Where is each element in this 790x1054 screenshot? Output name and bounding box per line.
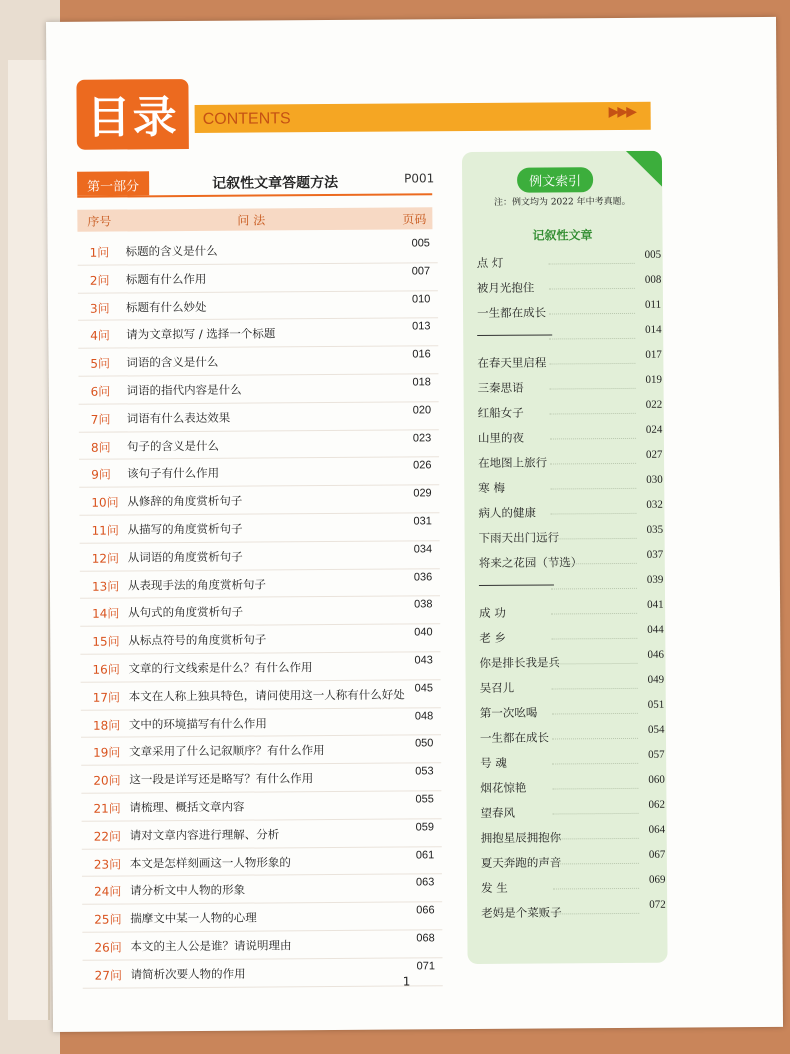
list-item [480, 799, 666, 825]
section-page: P001 [404, 171, 435, 186]
page-title: 目录 [76, 79, 188, 150]
list-item [82, 902, 442, 932]
list-item [80, 624, 440, 654]
list-item [81, 763, 441, 793]
blank-line [477, 334, 552, 336]
dot-leader [552, 738, 638, 740]
list-item [78, 346, 438, 376]
article-title: 三秦思语 [477, 380, 524, 395]
article-page: 030 [646, 473, 663, 486]
list-item [81, 708, 441, 738]
question-text: 标题有什么作用 [125, 271, 207, 287]
list-item [78, 263, 438, 293]
question-page: 068 [416, 932, 435, 945]
question-page: 048 [414, 709, 434, 722]
book-page [46, 17, 783, 1032]
article-title: 一生都在成长 [479, 730, 550, 745]
dot-leader [551, 563, 637, 565]
list-item [480, 674, 666, 700]
list-item [79, 430, 439, 460]
arrow-icon: ▶▶▶ [608, 103, 636, 121]
question-number: 7问 [90, 412, 111, 427]
dot-leader [550, 388, 636, 390]
page-subtitle: CONTENTS [202, 110, 291, 128]
dot-leader [553, 888, 639, 890]
dot-leader [549, 288, 635, 290]
question-text: 从修辞的角度赏析句子 [127, 493, 243, 509]
article-page: 027 [645, 448, 663, 461]
list-item [81, 680, 441, 710]
article-title: 点 灯 [476, 255, 504, 270]
article-page: 035 [646, 523, 664, 536]
question-page: 050 [415, 737, 434, 750]
list-item [79, 513, 439, 543]
dot-leader [550, 413, 636, 415]
article-title: 在春天里启程 [477, 355, 547, 370]
article-page: 014 [645, 323, 662, 336]
list-item [480, 724, 666, 750]
list-item [479, 524, 665, 550]
dot-leader [549, 338, 635, 340]
article-title: 红船女子 [477, 405, 524, 420]
list-item [80, 541, 440, 571]
question-number: 19问 [93, 745, 121, 761]
list-item [478, 449, 664, 475]
list-item [481, 849, 667, 875]
article-page: 057 [648, 748, 665, 761]
question-text: 请梳理、概括文章内容 [129, 799, 245, 815]
panel-subtitle: 记叙性文章 [532, 228, 593, 243]
article-title: 下雨天出门远行 [478, 530, 560, 545]
question-page: 031 [413, 515, 432, 528]
article-page: 037 [646, 548, 664, 561]
question-page: 040 [414, 626, 433, 639]
dot-leader [552, 688, 638, 690]
article-page: 049 [647, 673, 665, 686]
dot-leader [553, 863, 639, 865]
panel-note: 注：例文均为 2022 年中考真题。 [493, 196, 631, 208]
dot-leader [550, 488, 636, 490]
question-text: 请简析次要人物的作用 [130, 966, 246, 982]
question-text: 标题的含义是什么 [125, 243, 218, 259]
question-page: 038 [414, 598, 433, 611]
question-list [78, 235, 443, 988]
list-item [479, 574, 665, 600]
question-page: 061 [415, 848, 435, 861]
article-page: 019 [645, 373, 663, 386]
list-item [82, 819, 442, 849]
question-page: 007 [411, 265, 431, 278]
list-item [477, 349, 663, 375]
article-page: 060 [648, 773, 665, 786]
question-page: 018 [412, 376, 431, 389]
list-item [78, 235, 438, 265]
question-number: 20问 [93, 773, 121, 788]
article-title: 老妈是个菜贩子 [481, 905, 562, 920]
question-page: 059 [415, 821, 435, 834]
question-text: 揣摩文中某一人物的心理 [130, 910, 257, 926]
list-item [481, 874, 667, 900]
article-page: 062 [648, 798, 666, 811]
panel-corner [626, 151, 662, 187]
dot-leader [549, 313, 635, 315]
section-title: 记叙性文章答题方法 [212, 174, 339, 192]
list-item [480, 749, 666, 775]
dot-leader [549, 263, 635, 265]
list-item [479, 649, 665, 675]
question-number: 11问 [91, 523, 119, 538]
article-title: 成 功 [479, 605, 506, 620]
contents-header [76, 79, 636, 150]
article-title: 发 生 [481, 880, 508, 895]
question-number: 13问 [91, 579, 120, 594]
question-number: 10问 [91, 495, 119, 510]
question-page: 016 [412, 348, 431, 361]
question-text: 从句式的角度赏析句子 [128, 604, 244, 620]
example-index-panel [462, 151, 668, 964]
list-item [81, 791, 441, 821]
question-text: 该句子有什么作用 [127, 466, 220, 481]
question-text: 文章的行文线索是什么？有什么作用 [128, 660, 313, 676]
list-item [478, 399, 664, 425]
article-page: 011 [644, 298, 662, 311]
article-title: 第一次吆喝 [479, 705, 538, 720]
blank-line [479, 584, 554, 586]
question-number: 23问 [93, 857, 122, 872]
article-page: 017 [645, 348, 662, 361]
dot-leader [549, 363, 635, 365]
question-text: 词语的指代内容是什么 [126, 382, 242, 398]
question-number: 26问 [94, 940, 122, 955]
list-item [82, 875, 442, 905]
question-page: 029 [413, 487, 432, 500]
question-page: 026 [413, 459, 432, 472]
question-number: 22问 [93, 829, 122, 844]
list-item [79, 485, 439, 515]
list-item [78, 374, 438, 404]
question-number: 6问 [90, 384, 111, 399]
question-text: 请对文章内容进行理解、分析 [129, 827, 280, 843]
question-page: 013 [412, 320, 431, 333]
list-item [78, 319, 438, 349]
question-text: 这一段是详写还是略写？有什么作用 [129, 771, 314, 787]
question-number: 21问 [93, 801, 121, 816]
article-page: 039 [646, 573, 664, 586]
list-item [78, 291, 438, 321]
question-text: 句子的含义是什么 [126, 438, 220, 454]
list-item [480, 699, 666, 725]
article-page: 044 [647, 623, 664, 636]
article-page: 032 [646, 498, 663, 511]
article-title: 吴召儿 [479, 680, 515, 695]
column-page: 页码 [402, 212, 427, 227]
article-title: 在地图上旅行 [478, 455, 548, 470]
question-number: 8问 [90, 440, 111, 455]
article-page: 022 [645, 398, 663, 411]
panel-tag: 例文索引 [517, 167, 593, 193]
list-item [79, 402, 439, 432]
section-header [77, 169, 435, 197]
list-item [477, 374, 663, 400]
question-page: 071 [416, 960, 436, 973]
article-title: 被月光抱住 [476, 280, 535, 295]
dot-leader [552, 788, 638, 790]
question-number: 24问 [94, 884, 122, 900]
question-number: 9问 [91, 467, 111, 483]
question-text: 请为文章拟写 / 选择一个标题 [126, 326, 276, 342]
article-title: 老 乡 [479, 630, 507, 645]
list-item [82, 847, 442, 877]
list-item [477, 249, 663, 275]
list-item [479, 599, 665, 625]
question-number: 16问 [92, 662, 120, 677]
question-number: 17问 [92, 690, 121, 705]
article-page: 072 [649, 898, 666, 911]
list-item [79, 458, 439, 488]
question-text: 从词语的角度赏析句子 [127, 549, 243, 565]
question-page: 063 [415, 876, 435, 889]
list-item [481, 824, 667, 850]
question-page: 005 [411, 237, 430, 250]
question-page: 045 [414, 682, 434, 695]
dot-leader [551, 663, 637, 665]
article-title: 号 魂 [480, 755, 507, 770]
question-text: 标题有什么妙处 [125, 299, 207, 315]
dot-leader [553, 913, 639, 915]
article-title: 将来之花园（节选） [478, 555, 583, 570]
question-page: 066 [416, 904, 435, 917]
dot-leader [550, 438, 636, 440]
page-number: 1 [402, 974, 411, 989]
dot-leader [550, 463, 636, 465]
article-page: 067 [648, 848, 666, 861]
article-page: 041 [647, 598, 664, 611]
question-text: 请分析文中人物的形象 [130, 882, 246, 898]
article-title: 夏天奔跑的声音 [480, 855, 562, 870]
dot-leader [551, 613, 637, 615]
list-item [481, 899, 667, 925]
list-item [479, 549, 665, 575]
section-tag: 第一部分 [77, 171, 149, 196]
list-item [478, 424, 664, 450]
list-item [83, 958, 443, 988]
list-item [81, 736, 441, 766]
list-item [479, 624, 665, 650]
question-number: 25问 [94, 912, 122, 927]
question-page: 055 [415, 793, 434, 806]
question-text: 词语的含义是什么 [126, 354, 219, 370]
article-page: 051 [647, 698, 665, 711]
article-page: 008 [644, 273, 662, 286]
list-item [478, 499, 664, 525]
question-number: 18问 [92, 718, 121, 733]
question-text: 本文是怎样刻画这一人物形象的 [129, 854, 291, 870]
list-item [80, 597, 440, 627]
article-title: 寒 梅 [478, 480, 505, 495]
list-item [477, 324, 663, 350]
question-number: 3问 [89, 301, 110, 316]
article-page: 024 [645, 423, 663, 436]
article-title: 一生都在成长 [476, 305, 547, 320]
article-page: 046 [647, 648, 664, 661]
question-text: 本文的主人公是谁？请说明理由 [130, 938, 292, 954]
question-page: 010 [411, 292, 431, 306]
dot-leader [552, 763, 638, 765]
question-number: 14问 [92, 606, 120, 622]
question-page: 053 [415, 765, 434, 778]
page-edge [8, 60, 50, 1020]
question-text: 词语有什么表达效果 [126, 410, 231, 426]
question-number: 15问 [92, 634, 120, 649]
question-text: 从描写的角度赏析句子 [127, 521, 243, 537]
list-item [80, 652, 440, 682]
list-item [480, 774, 666, 800]
question-text: 从表现手法的角度赏析句子 [127, 577, 266, 593]
question-text: 从标点符号的角度赏析句子 [128, 632, 267, 648]
question-page: 043 [414, 654, 433, 667]
question-number: 5问 [90, 356, 111, 371]
question-text: 文章采用了什么记叙顺序？有什么作用 [129, 743, 325, 759]
question-number: 27问 [94, 968, 122, 983]
question-number: 12问 [91, 551, 120, 566]
dot-leader [551, 638, 637, 640]
dot-leader [553, 813, 639, 815]
list-item [82, 930, 442, 960]
column-question: 问 法 [237, 213, 266, 228]
list-item [80, 569, 440, 599]
question-text: 文中的环境描写有什么作用 [128, 716, 267, 731]
article-title: 你是排长我是兵 [479, 655, 561, 670]
article-page: 005 [644, 248, 662, 261]
question-page: 023 [412, 431, 432, 445]
article-title: 烟花惊艳 [480, 780, 527, 795]
question-text: 本文在人称上独具特色，请问使用这一人称有什么好处 [128, 687, 405, 704]
article-list [477, 249, 668, 925]
dot-leader [553, 838, 639, 840]
dot-leader [552, 713, 638, 715]
dot-leader [550, 513, 636, 515]
dot-leader [551, 538, 637, 540]
list-item [477, 299, 663, 325]
article-title: 山里的夜 [477, 430, 524, 445]
question-page: 020 [412, 404, 432, 417]
article-title: 望春风 [480, 805, 516, 820]
article-page: 069 [648, 873, 666, 886]
article-title: 病人的健康 [478, 505, 536, 520]
article-title: 拥抱星辰拥抱你 [480, 830, 562, 845]
question-number: 4问 [90, 328, 110, 344]
article-page: 064 [648, 823, 666, 836]
table-header [77, 207, 432, 231]
article-page: 054 [647, 723, 665, 736]
question-page: 034 [413, 543, 433, 556]
question-number: 1问 [89, 245, 110, 260]
dot-leader [551, 588, 637, 590]
list-item [477, 274, 663, 300]
list-item [478, 474, 664, 500]
question-page: 036 [413, 570, 433, 584]
question-number: 2问 [89, 273, 110, 288]
column-num: 序号 [87, 214, 112, 229]
